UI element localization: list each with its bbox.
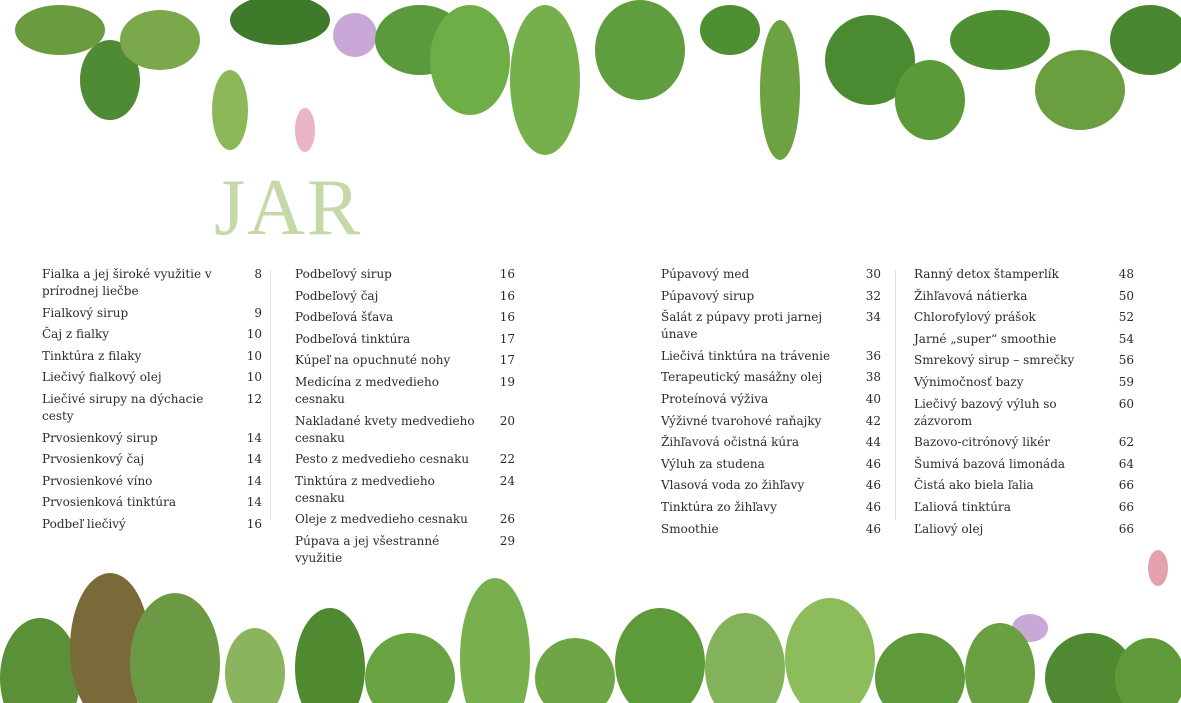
toc-entry-title: Ľaliový olej — [914, 521, 984, 536]
toc-column-4 — [914, 266, 1134, 542]
toc-entry — [42, 326, 262, 343]
toc-entry-page: 14 — [246, 495, 262, 510]
toc-entry — [661, 413, 881, 430]
toc-entry-title: Výluh za studena — [661, 456, 765, 471]
toc-entry-page: 10 — [246, 348, 262, 363]
toc-entry-title: Liečivá tinktúra na trávenie — [661, 348, 831, 363]
toc-entry-title: Tinktúra z medvedieho cesnaku — [295, 473, 435, 505]
toc-entry-page: 54 — [1118, 331, 1134, 346]
toc-entry — [295, 451, 515, 468]
toc-entry-title: Podbeľový sirup — [295, 267, 392, 281]
toc-entry-page: 46 — [865, 521, 881, 536]
toc-entry-title: Nakladané kvety medvedieho cesnaku — [295, 413, 475, 445]
toc-entry-page: 34 — [865, 310, 881, 325]
toc-entry-title: Výnimočnosť bazy — [914, 374, 1024, 389]
toc-entry-page: 12 — [246, 391, 262, 406]
herbs-top-illustration — [0, 0, 1181, 185]
toc-entry-title: Tinktúra z filaky — [42, 348, 142, 363]
toc-entry-page: 48 — [1118, 267, 1134, 281]
toc-entry-page: 14 — [246, 452, 262, 467]
toc-entry — [42, 451, 262, 468]
toc-entry — [914, 434, 1134, 451]
toc-entry-title: Kúpeľ na opuchnuté nohy — [295, 353, 451, 368]
toc-entry — [661, 266, 881, 283]
column-divider — [895, 270, 896, 520]
toc-entry-title: Proteínová výživa — [661, 391, 769, 406]
toc-entry-page: 62 — [1118, 435, 1134, 450]
toc-entry-page: 16 — [499, 310, 515, 325]
toc-entry-title: Podbeľová šťava — [295, 310, 394, 325]
toc-entry-page: 26 — [499, 512, 515, 527]
toc-entry-page: 66 — [1118, 499, 1134, 514]
toc-entry-page: 38 — [865, 370, 881, 385]
toc-entry-page: 46 — [865, 499, 881, 514]
toc-entry-page: 52 — [1118, 310, 1134, 325]
toc-entry-page: 17 — [499, 331, 515, 346]
toc-entry — [661, 391, 881, 408]
toc-entry-title: Púpavový med — [661, 267, 750, 281]
toc-entry-title: Fialkový sirup — [42, 305, 129, 320]
toc-entry-page: 14 — [246, 430, 262, 445]
toc-entry — [42, 369, 262, 386]
toc-entry — [42, 391, 262, 425]
toc-entry-title: Smoothie — [661, 521, 719, 536]
toc-entry-title: Púpava a jej všestranné využitie — [295, 533, 440, 565]
toc-entry-page: 42 — [865, 413, 881, 428]
toc-entry-title: Medicína z medvedieho cesnaku — [295, 374, 439, 406]
toc-entry — [914, 266, 1134, 283]
toc-entry — [42, 473, 262, 490]
toc-entry-page: 22 — [499, 452, 515, 467]
toc-entry-title: Tinktúra zo žihľavy — [661, 499, 777, 514]
toc-entry-page: 24 — [499, 473, 515, 488]
toc-entry-page: 56 — [1118, 353, 1134, 368]
toc-entry — [295, 331, 515, 348]
toc-entry-title: Chlorofylový prášok — [914, 310, 1036, 325]
toc-entry — [914, 456, 1134, 473]
toc-entry-page: 60 — [1118, 396, 1134, 411]
toc-entry — [295, 413, 515, 447]
column-divider — [270, 270, 271, 520]
toc-entry — [914, 374, 1134, 391]
toc-entry-title: Podbeľová tinktúra — [295, 331, 411, 346]
toc-entry — [661, 369, 881, 386]
toc-entry — [295, 473, 515, 507]
toc-entry-title: Terapeutický masážny olej — [661, 370, 823, 385]
toc-column-1 — [42, 266, 262, 538]
toc-entry-page: 20 — [499, 413, 515, 428]
herbs-bottom-illustration — [0, 528, 1181, 703]
toc-entry — [914, 499, 1134, 516]
toc-entry-title: Čistá ako biela ľalia — [914, 478, 1034, 493]
toc-column-3 — [661, 266, 881, 542]
toc-entry — [661, 434, 881, 451]
toc-entry — [295, 511, 515, 528]
toc-entry — [295, 309, 515, 326]
toc-entry-page: 66 — [1118, 478, 1134, 493]
toc-entry-title: Liečivý bazový výluh so zázvorom — [914, 396, 1057, 428]
toc-entry-page: 16 — [499, 288, 515, 303]
toc-entry — [661, 499, 881, 516]
toc-entry-page: 36 — [865, 348, 881, 363]
toc-entry — [914, 396, 1134, 430]
toc-entry-page: 32 — [865, 288, 881, 303]
toc-entry-title: Prvosienková tinktúra — [42, 495, 176, 510]
toc-entry-title: Ľaliová tinktúra — [914, 499, 1011, 514]
toc-entry-page: 64 — [1118, 456, 1134, 471]
toc-entry-title: Žihľavová očistná kúra — [661, 435, 799, 450]
toc-entry-page: 17 — [499, 353, 515, 368]
toc-entry-title: Liečivé sirupy na dýchacie cesty — [42, 391, 204, 423]
toc-entry-title: Prvosienkový čaj — [42, 452, 145, 467]
toc-entry-title: Liečivý fialkový olej — [42, 370, 162, 385]
toc-entry — [42, 305, 262, 322]
toc-entry-page: 40 — [865, 391, 881, 406]
toc-entry-page: 10 — [246, 370, 262, 385]
toc-entry-title: Oleje z medvedieho cesnaku — [295, 512, 468, 527]
toc-entry — [914, 477, 1134, 494]
toc-entry-page: 8 — [254, 267, 262, 281]
toc-entry — [42, 266, 262, 300]
toc-entry — [42, 494, 262, 511]
toc-entry — [42, 430, 262, 447]
section-title: JAR — [214, 164, 363, 252]
toc-entry-title: Ranný detox štamperlík — [914, 267, 1059, 281]
toc-entry — [295, 266, 515, 283]
toc-entry-page: 14 — [246, 473, 262, 488]
toc-entry-title: Podbeľ liečivý — [42, 516, 126, 531]
toc-entry-page: 59 — [1118, 374, 1134, 389]
toc-entry-title: Šalát z púpavy proti jarnej únave — [661, 310, 823, 342]
toc-entry-title: Pesto z medvedieho cesnaku — [295, 452, 470, 467]
toc-entry-title: Prvosienkové víno — [42, 473, 153, 488]
toc-entry — [295, 352, 515, 369]
toc-entry-title: Jarné „super“ smoothie — [914, 331, 1057, 346]
toc-entry-title: Smrekový sirup – smrečky — [914, 353, 1075, 368]
toc-entry-page: 44 — [865, 435, 881, 450]
toc-entry-title: Čaj z fialky — [42, 327, 110, 342]
toc-column-2 — [295, 266, 515, 572]
toc-entry-page: 10 — [246, 327, 262, 342]
toc-entry-page: 50 — [1118, 288, 1134, 303]
toc-entry — [42, 348, 262, 365]
toc-entry — [914, 288, 1134, 305]
toc-entry-page: 46 — [865, 478, 881, 493]
toc-entry — [914, 309, 1134, 326]
toc-entry-page: 19 — [499, 374, 515, 389]
toc-entry-title: Púpavový sirup — [661, 288, 755, 303]
toc-entry — [661, 309, 881, 343]
toc-entry — [914, 352, 1134, 369]
toc-entry-page: 29 — [499, 533, 515, 548]
toc-entry-title: Žihľavová nátierka — [914, 288, 1028, 303]
toc-entry — [661, 288, 881, 305]
toc-entry-page: 16 — [499, 267, 515, 281]
toc-entry — [914, 331, 1134, 348]
toc-entry — [295, 288, 515, 305]
toc-entry — [661, 348, 881, 365]
toc-entry-title: Výživné tvarohové raňajky — [661, 413, 822, 428]
toc-entry-title: Vlasová voda zo žihľavy — [661, 478, 805, 493]
toc-entry-title: Prvosienkový sirup — [42, 430, 158, 445]
toc-entry-page: 30 — [865, 267, 881, 281]
toc-entry — [295, 374, 515, 408]
toc-entry-page: 66 — [1118, 521, 1134, 536]
toc-entry — [661, 456, 881, 473]
toc-entry-page: 46 — [865, 456, 881, 471]
toc-entry-title: Bazovo-citrónový likér — [914, 435, 1051, 450]
toc-entry-page: 16 — [246, 516, 262, 531]
toc-entry — [661, 477, 881, 494]
toc-entry-page: 9 — [254, 305, 262, 320]
toc-entry-title: Fialka a jej široké využitie v prírodnej liečbe — [42, 267, 212, 298]
toc-entry-title: Podbeľový čaj — [295, 288, 379, 303]
toc-entry-title: Šumivá bazová limonáda — [914, 456, 1066, 471]
